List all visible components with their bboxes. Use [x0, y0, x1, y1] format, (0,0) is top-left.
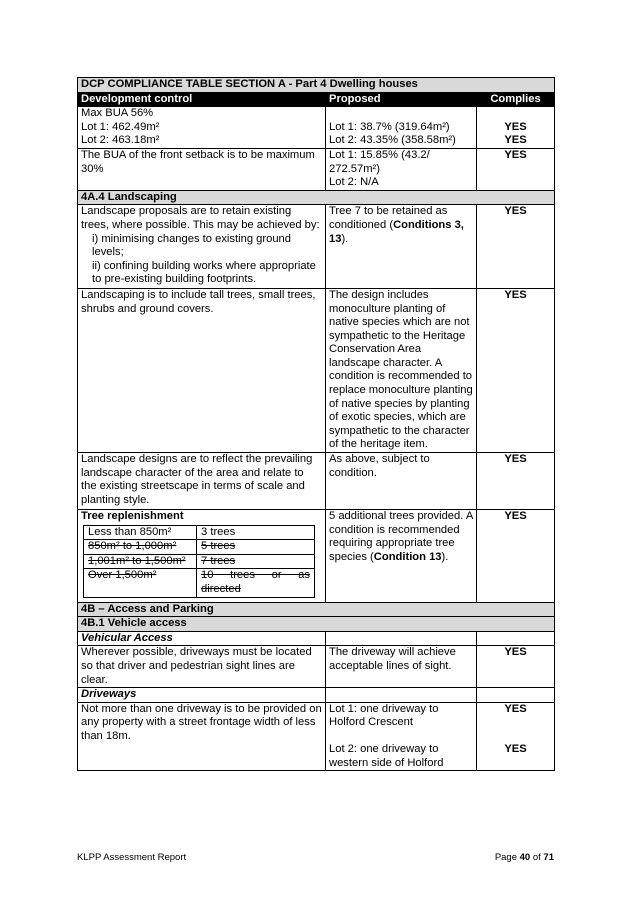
retain-control	[78, 205, 326, 289]
empty-cell	[326, 631, 477, 646]
driveways-proposed	[326, 702, 477, 770]
retain-intro: Landscape proposals are to retain existing trees, where possible. This may be achieved by:	[81, 205, 320, 231]
driveways-lot1: Lot 1: one driveway to Holford Crescent	[329, 702, 439, 729]
front-bua-proposed-line1: Lot 1: 15.85% (43.2/	[329, 148, 430, 161]
driveways-lot2: Lot 2: one driveway to western side of Holford	[329, 742, 444, 769]
driveways-complies	[477, 702, 555, 770]
bua-lot1-proposed: Lot 1: 38.7% (319.64m²)	[329, 120, 450, 133]
table-header-row	[78, 92, 555, 107]
table-row-reflect	[78, 453, 555, 510]
retain-conditions: Conditions 3, 13	[329, 218, 464, 245]
empty-cell	[477, 688, 555, 703]
footer-report-name: KLPP Assessment Report	[77, 852, 187, 863]
driveways-control: Not more than one driveway is to be provided on any property with a street frontage width of less than 18m.	[78, 702, 326, 770]
table-title-row	[78, 78, 555, 93]
section-heading-vehicle: 4B.1 Vehicle access	[78, 617, 555, 632]
replenish-row	[84, 540, 315, 555]
bua-lot2-proposed: Lot 2: 43.35% (358.58m²)	[329, 134, 456, 147]
replenish-area: 850m² to 1,000m²	[84, 540, 197, 555]
sight-complies: YES	[477, 646, 555, 688]
driveways-lot1-complies: YES	[504, 702, 527, 715]
replenish-control	[78, 510, 326, 603]
bua-lot1-area: Lot 1: 462.49m²	[81, 120, 160, 133]
subheading-row-vehicular	[78, 631, 555, 646]
sight-proposed: The driveway will achieve acceptable lines of sight.	[326, 646, 477, 688]
bua-lot1-complies: YES	[504, 120, 527, 133]
section-heading-landscaping: 4A.4 Landscaping	[78, 190, 555, 205]
sight-control: Wherever possible, driveways must be located so that driver and pedestrian sight lines are clear.	[78, 646, 326, 688]
retain-proposed: Tree 7 to be retained as conditioned (Conditions 3, 13).	[326, 205, 477, 289]
replenish-row	[84, 554, 315, 569]
table-row-bua	[78, 107, 555, 149]
replenish-row	[84, 525, 315, 540]
subheading-driveways: Driveways	[78, 688, 326, 703]
footer-page-number: Page 40 of 71	[494, 852, 554, 863]
tall-trees-complies: YES	[477, 288, 555, 452]
table-row-tree-replenishment	[78, 510, 555, 603]
replenish-complies: YES	[477, 510, 555, 603]
retain-item-ii: ii) confining building works where appropriate to pre-existing building footprints.	[92, 259, 316, 286]
replenish-trees: 5 trees	[197, 540, 315, 555]
section-heading-access: 4B – Access and Parking	[78, 602, 555, 617]
table-title: DCP COMPLIANCE TABLE SECTION A - Part 4 Dwelling houses	[78, 78, 555, 93]
replenish-condition: Condition 13	[373, 550, 442, 563]
bua-lot2-complies: YES	[504, 134, 527, 147]
retain-complies: YES	[477, 205, 555, 289]
reflect-control: Landscape designs are to reflect the prevailing landscape character of the area and relate to the existing streetscape in terms of scale and planting style.	[78, 453, 326, 510]
replenish-row	[84, 569, 315, 597]
section-row-vehicle	[78, 617, 555, 632]
reflect-complies: YES	[477, 453, 555, 510]
front-bua-proposed-line3: Lot 2: N/A	[329, 176, 379, 189]
section-row-access	[78, 602, 555, 617]
front-bua-proposed-line2: 272.57m²)	[329, 162, 380, 175]
front-bua-control: The BUA of the front setback is to be maximum 30%	[78, 148, 326, 190]
subheading-vehicular-access: Vehicular Access	[78, 631, 326, 646]
table-row-retain-trees	[78, 205, 555, 289]
empty-cell	[477, 631, 555, 646]
replenish-trees: 3 trees	[197, 525, 315, 540]
replenish-proposed: 5 additional trees provided. A condition is recommended requiring appropriate tree species (Condition 13).	[326, 510, 477, 603]
reflect-proposed: As above, subject to condition.	[326, 453, 477, 510]
tall-trees-proposed: The design includes monoculture planting of native species which are not sympathetic to the Heritage Conservation Area landscape character. A condition is recommended to replace monoculture planting of native species by planting of exotic species, which are sympathetic to the character of the heritage item.	[326, 288, 477, 452]
bua-control	[78, 107, 326, 149]
bua-proposed	[326, 107, 477, 149]
front-bua-proposed	[326, 148, 477, 190]
table-row-tall-trees	[78, 288, 555, 452]
empty-cell	[326, 688, 477, 703]
retain-item-i: i) minimising changes to existing ground levels;	[92, 232, 291, 259]
replenish-heading: Tree replenishment	[81, 510, 184, 523]
subheading-row-driveways	[78, 688, 555, 703]
replenish-table	[83, 525, 315, 598]
dcp-compliance-table	[77, 77, 555, 771]
bua-max: Max BUA 56%	[81, 107, 154, 120]
header-development-control: Development control	[78, 92, 326, 107]
table-row-sight-lines	[78, 646, 555, 688]
header-proposed: Proposed	[326, 92, 477, 107]
replenish-area: 1,001m² to 1,500m²	[84, 554, 197, 569]
header-complies: Complies	[477, 92, 555, 107]
front-bua-complies: YES	[477, 148, 555, 190]
replenish-area: Over 1,500m²	[84, 569, 197, 597]
replenish-trees: 7 trees	[197, 554, 315, 569]
replenish-trees: 10 trees or as directed	[197, 569, 315, 597]
bua-lot2-area: Lot 2: 463.18m²	[81, 134, 160, 147]
bua-complies	[477, 107, 555, 149]
tall-trees-control: Landscaping is to include tall trees, small trees, shrubs and ground covers.	[78, 288, 326, 452]
replenish-area: Less than 850m²	[84, 525, 197, 540]
table-row-front-bua	[78, 148, 555, 190]
driveways-lot2-complies: YES	[504, 743, 527, 756]
section-row-landscaping	[78, 190, 555, 205]
table-row-driveways	[78, 702, 555, 770]
